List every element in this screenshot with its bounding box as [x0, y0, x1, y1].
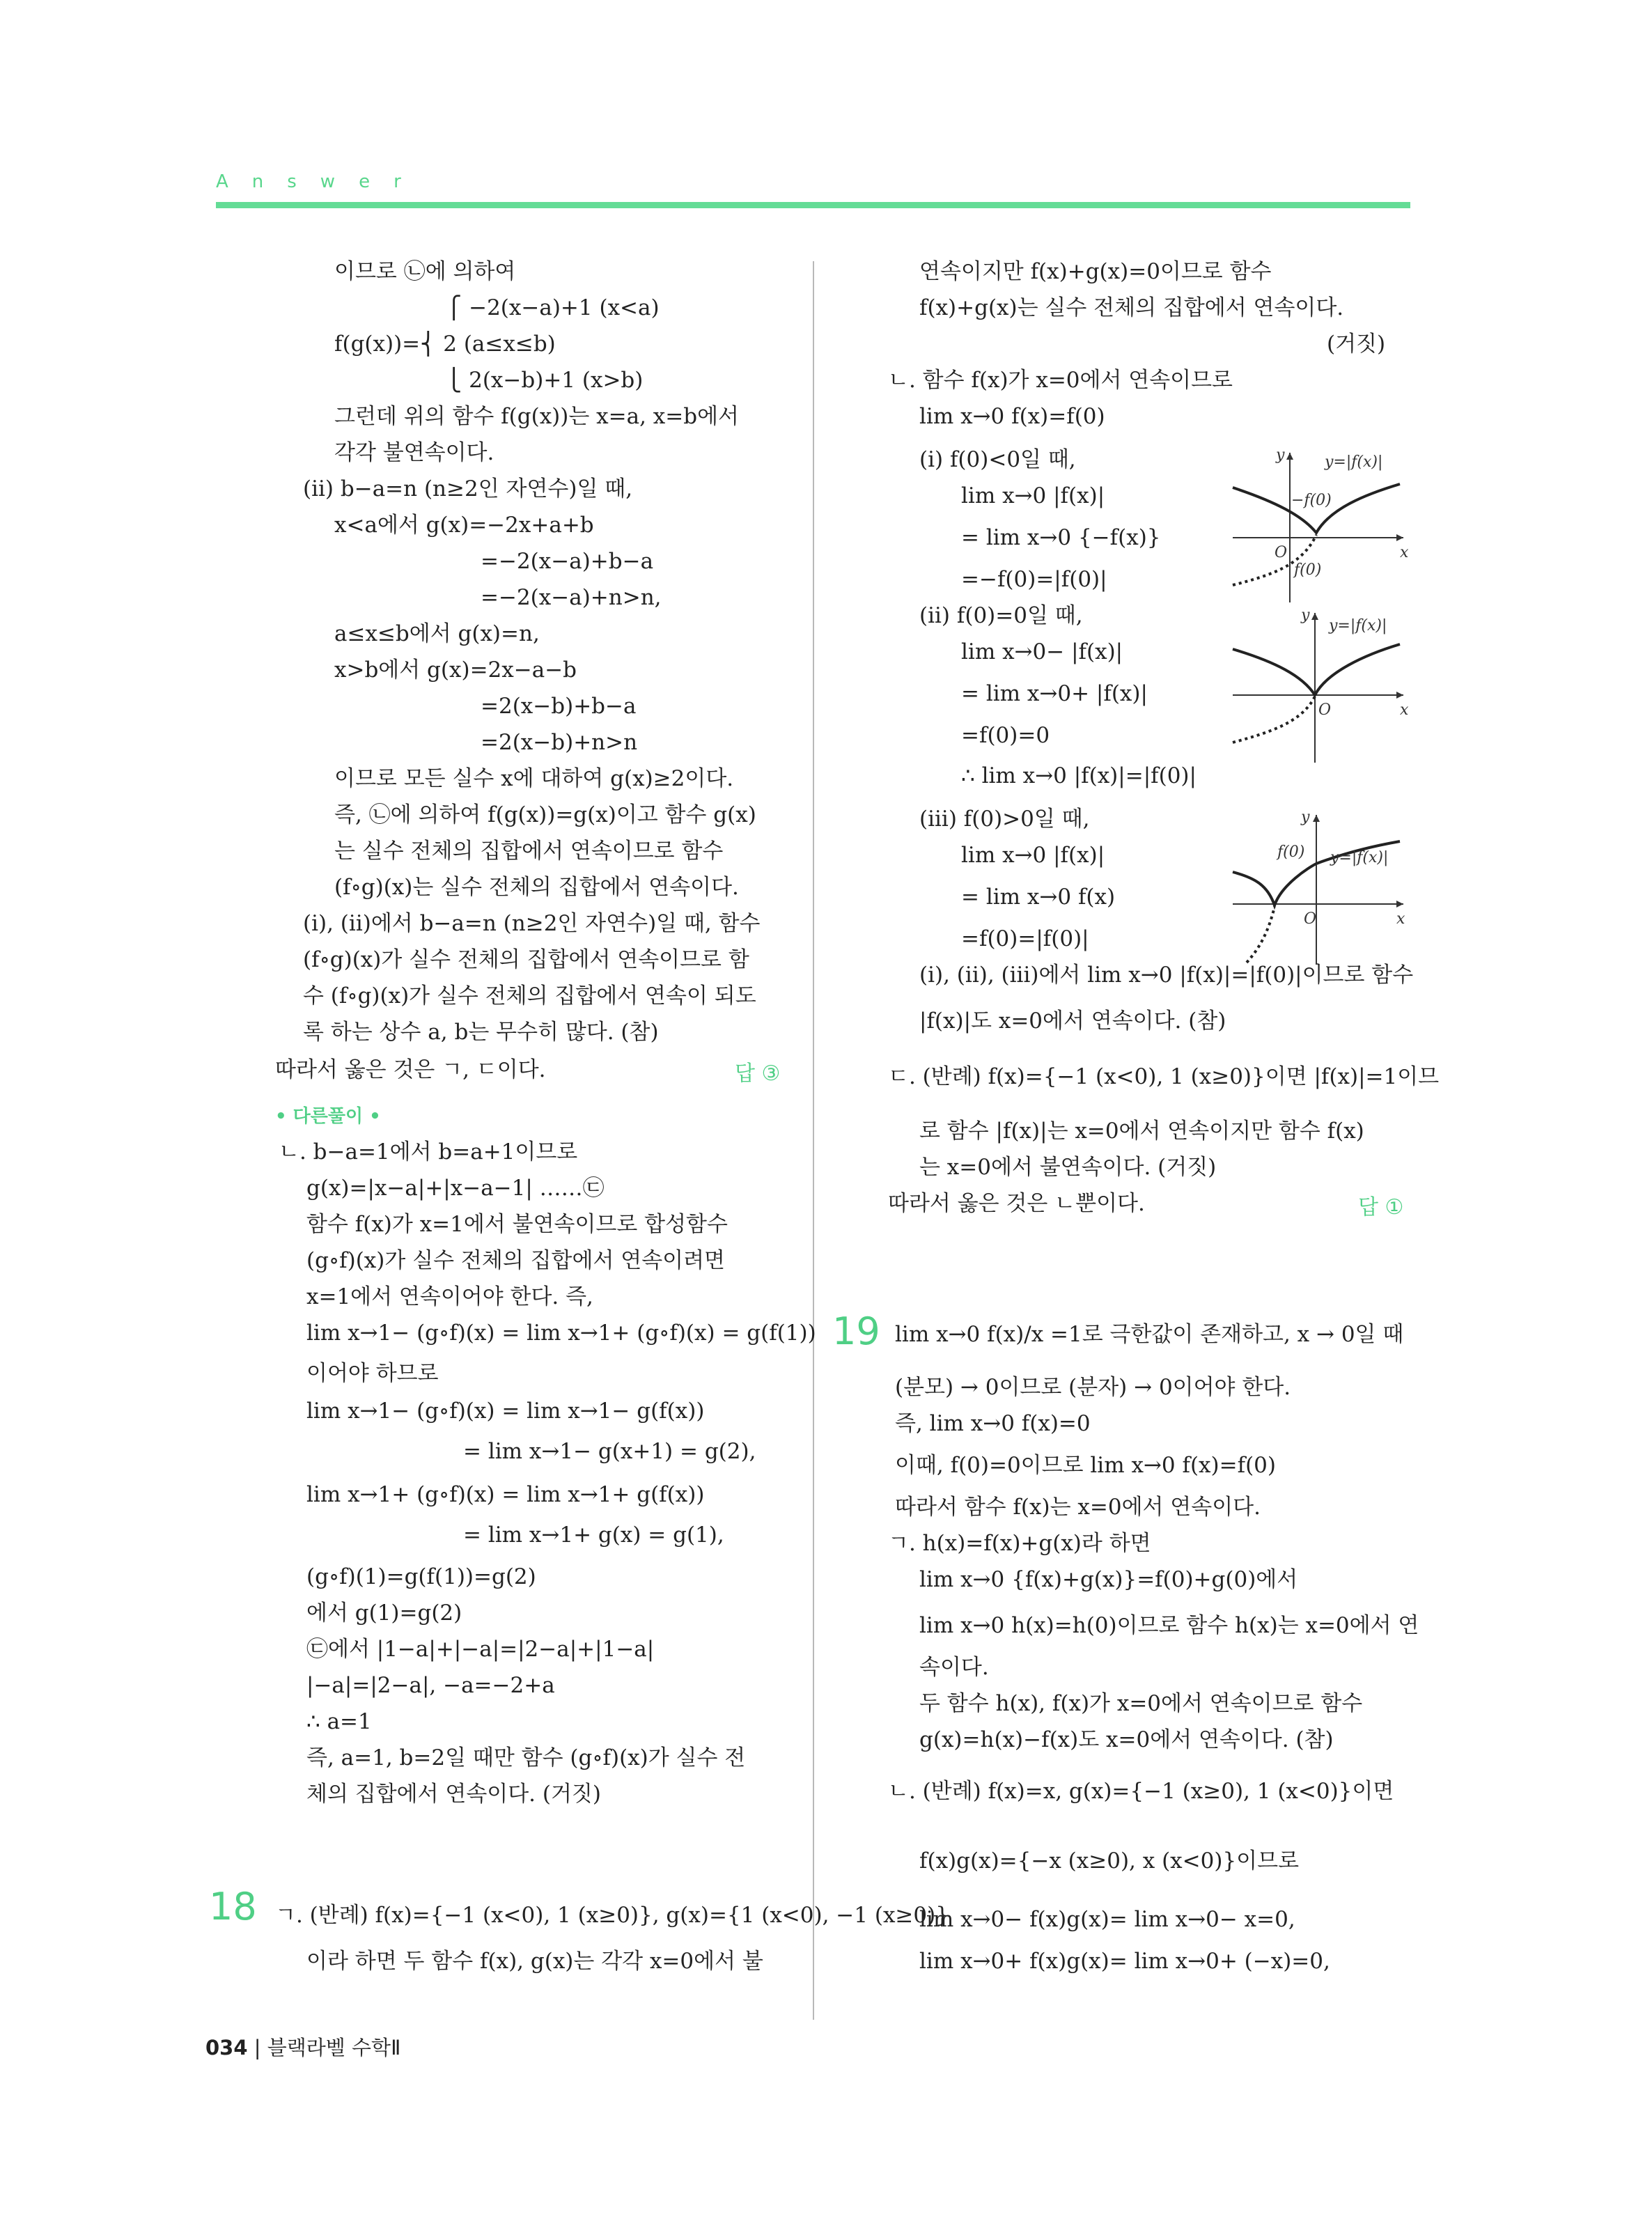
graph1-x-label: x	[1400, 544, 1409, 561]
text-line: =f(0)=|f(0)|	[961, 926, 1089, 951]
text-line: g(x)=|x−a|+|x−a−1| ……㉢	[306, 1176, 605, 1201]
text-line: ㄴ. (반례) f(x)=x, g(x)={−1 (x≥0), 1 (x<0)}이면	[888, 1779, 1394, 1804]
text-line: 로 함수 |f(x)|는 x=0에서 연속이지만 함수 f(x)	[919, 1119, 1364, 1144]
text-line: (i), (ii), (iii)에서 lim x→0 |f(x)|=|f(0)|이므로 함수	[919, 963, 1414, 988]
text-line: = lim x→0 f(x)	[961, 885, 1116, 910]
text-line: (분모) → 0이므로 (분자) → 0이어야 한다.	[895, 1375, 1291, 1400]
text-line: lim x→1− (g∘f)(x) = lim x→1+ (g∘f)(x) = g(f(1))	[306, 1321, 816, 1346]
column-divider	[813, 261, 814, 2020]
text-line: 즉, a=1, b=2일 때만 함수 (g∘f)(x)가 실수 전	[306, 1745, 746, 1770]
text-line: 속이다.	[919, 1655, 989, 1680]
text-line: 이어야 하므로	[306, 1361, 439, 1386]
graph3-x-label: x	[1396, 910, 1405, 928]
graph1-curve-label: y=|f(x)|	[1325, 453, 1383, 471]
graph3-origin-label: O	[1304, 910, 1317, 928]
problem-number-18: 18	[209, 1885, 257, 1929]
text-line: (i) f(0)<0일 때,	[919, 447, 1076, 472]
text-line: x<a에서 g(x)=−2x+a+b	[334, 513, 594, 538]
text-line: 는 x=0에서 불연속이다. (거짓)	[919, 1155, 1217, 1180]
text-line: 함수 f(x)가 x=1에서 불연속이므로 합성함수	[306, 1212, 728, 1237]
footer-separator: |	[254, 2036, 267, 2059]
text-line: lim x→0− f(x)g(x)= lim x→0− x=0,	[919, 1907, 1295, 1932]
page-number: 034	[205, 2036, 248, 2059]
text-line: lim x→0 |f(x)|	[961, 843, 1105, 868]
text-line: (f∘g)(x)는 실수 전체의 집합에서 연속이다.	[334, 875, 739, 900]
text-line: =−2(x−a)+b−a	[481, 549, 654, 574]
text-line: (i), (ii)에서 b−a=n (n≥2인 자연수)일 때, 함수	[303, 911, 761, 936]
text-line: ㄴ. 함수 f(x)가 x=0에서 연속이므로	[888, 368, 1233, 393]
text-line: lim x→0 f(x)/x =1로 극한값이 존재하고, x → 0일 때	[895, 1322, 1404, 1347]
answer-q18: 답 ①	[1358, 1195, 1404, 1220]
graph-case-negative	[1226, 446, 1407, 606]
text-line: (g∘f)(1)=g(f(1))=g(2)	[306, 1564, 536, 1589]
text-line: 이므로 ㉡에 의하여	[334, 259, 516, 284]
text-line: lim x→0 {f(x)+g(x)}=f(0)+g(0)에서	[919, 1567, 1298, 1592]
text-line: 수 (f∘g)(x)가 실수 전체의 집합에서 연속이 되도	[303, 983, 756, 1009]
graph1-neg-f0-label: −f(0)	[1291, 492, 1332, 509]
page-footer	[205, 2032, 400, 2061]
text-line: ㄷ. (반례) f(x)={−1 (x<0), 1 (x≥0)}이면 |f(x)|=1이므	[888, 1064, 1440, 1089]
graph1-f0-label: f(0)	[1294, 561, 1322, 579]
text-line: 이때, f(0)=0이므로 lim x→0 f(x)=f(0)	[895, 1453, 1276, 1478]
graph-case-positive	[1226, 808, 1407, 968]
text-line: = lim x→0+ |f(x)|	[961, 681, 1148, 706]
text-line: 에서 g(1)=g(2)	[306, 1601, 462, 1626]
text-line: |−a|=|2−a|, −a=−2+a	[306, 1673, 555, 1698]
text-line: (ii) f(0)=0일 때,	[919, 603, 1083, 628]
text-line: 그런데 위의 함수 f(g(x))는 x=a, x=b에서	[334, 404, 740, 429]
text-line: ㄴ. b−a=1에서 b=a+1이므로	[279, 1139, 578, 1165]
text-line: (거짓)	[1327, 332, 1386, 357]
text-line: |f(x)|도 x=0에서 연속이다. (참)	[919, 1009, 1226, 1034]
answer-q17: 답 ③	[735, 1061, 781, 1086]
text-line: 체의 집합에서 연속이다. (거짓)	[306, 1782, 601, 1807]
book-title: 블랙라벨 수학Ⅱ	[267, 2036, 401, 2059]
text-line: lim x→0 |f(x)|	[961, 483, 1105, 508]
text-line: ∴ a=1	[306, 1709, 372, 1734]
text-line: lim x→1+ (g∘f)(x) = lim x→1+ g(f(x))	[306, 1482, 705, 1507]
text-line: (iii) f(0)>0일 때,	[919, 807, 1090, 832]
alt-solution-label: • 다른풀이 •	[275, 1106, 381, 1127]
graph3-curve-label: y=|f(x)|	[1330, 849, 1389, 866]
text-line: =2(x−b)+b−a	[481, 694, 637, 719]
text-line: f(x)+g(x)는 실수 전체의 집합에서 연속이다.	[919, 295, 1344, 320]
text-line: 즉, ㉡에 의하여 f(g(x))=g(x)이고 함수 g(x)	[334, 802, 756, 827]
problem-number-19: 19	[832, 1309, 880, 1353]
text-line: 록 하는 상수 a, b는 무수히 많다. (참)	[303, 1020, 659, 1045]
text-line: ㄱ. (반례) f(x)={−1 (x<0), 1 (x≥0)}, g(x)={1 (x<0), −1 (x≥0)}	[275, 1903, 949, 1928]
text-line: lim x→0 f(x)=f(0)	[919, 404, 1105, 429]
text-line: a≤x≤b에서 g(x)=n,	[334, 621, 540, 646]
text-line: x=1에서 연속이어야 한다. 즉,	[306, 1284, 593, 1309]
text-line: (g∘f)(x)가 실수 전체의 집합에서 연속이려면	[306, 1248, 725, 1273]
text-line: ㉢에서 |1−a|+|−a|=|2−a|+|1−a|	[306, 1637, 655, 1662]
text-line: 이라 하면 두 함수 f(x), g(x)는 각각 x=0에서 불	[306, 1949, 763, 1974]
text-line: = lim x→1+ g(x) = g(1),	[463, 1523, 724, 1548]
section-header: Answer	[216, 171, 425, 192]
text-line: =f(0)=0	[961, 723, 1050, 748]
text-line: 각각 불연속이다.	[334, 440, 494, 465]
text-line: f(x)g(x)={−x (x≥0), x (x<0)}이므로	[919, 1848, 1300, 1874]
text-line: ⎩ 2(x−b)+1 (x>b)	[446, 368, 644, 393]
text-line: 두 함수 h(x), f(x)가 x=0에서 연속이므로 함수	[919, 1691, 1363, 1716]
graph2-y-label: y	[1301, 607, 1310, 624]
text-line: 는 실수 전체의 집합에서 연속이므로 함수	[334, 839, 724, 864]
graph2-curve-label: y=|f(x)|	[1329, 617, 1387, 634]
text-line: lim x→0+ f(x)g(x)= lim x→0+ (−x)=0,	[919, 1949, 1330, 1974]
text-line: = lim x→0 {−f(x)}	[961, 525, 1161, 550]
graph2-x-label: x	[1400, 701, 1409, 719]
graph-case-zero	[1226, 606, 1407, 766]
text-line: 따라서 함수 f(x)는 x=0에서 연속이다.	[895, 1495, 1261, 1520]
text-line: 즉, lim x→0 f(x)=0	[895, 1411, 1091, 1436]
text-line: 따라서 옳은 것은 ㄱ, ㄷ이다.	[275, 1057, 546, 1082]
text-line: (f∘g)(x)가 실수 전체의 집합에서 연속이므로 함	[303, 947, 749, 972]
text-line: lim x→1− (g∘f)(x) = lim x→1− g(f(x))	[306, 1399, 705, 1424]
graph3-y-label: y	[1301, 809, 1310, 826]
text-line: ∴ lim x→0 |f(x)|=|f(0)|	[961, 763, 1197, 788]
text-line: ㄱ. h(x)=f(x)+g(x)라 하면	[888, 1531, 1151, 1556]
text-line: 이므로 모든 실수 x에 대하여 g(x)≥2이다.	[334, 766, 734, 791]
text-line: =2(x−b)+n>n	[481, 730, 638, 755]
text-line: = lim x→1− g(x+1) = g(2),	[463, 1439, 756, 1464]
graph1-origin-label: O	[1275, 544, 1288, 561]
text-line: lim x→0 h(x)=h(0)이므로 함수 h(x)는 x=0에서 연	[919, 1613, 1419, 1638]
graph1-y-label: y	[1276, 446, 1285, 464]
text-line: 따라서 옳은 것은 ㄴ뿐이다.	[888, 1191, 1145, 1216]
text-line: lim x→0− |f(x)|	[961, 639, 1123, 664]
graph2-origin-label: O	[1318, 701, 1332, 719]
text-line: x>b에서 g(x)=2x−a−b	[334, 657, 577, 683]
text-line: =−f(0)=|f(0)|	[961, 567, 1107, 592]
text-line: f(g(x))=⎨ 2 (a≤x≤b)	[334, 332, 556, 357]
graph3-f0-label: f(0)	[1277, 843, 1305, 861]
header-rule	[216, 202, 1410, 208]
text-line: ⎧ −2(x−a)+1 (x<a)	[446, 295, 660, 320]
text-line: 연속이지만 f(x)+g(x)=0이므로 함수	[919, 259, 1272, 284]
text-line: g(x)=h(x)−f(x)도 x=0에서 연속이다. (참)	[919, 1727, 1334, 1752]
text-line: (ii) b−a=n (n≥2인 자연수)일 때,	[303, 476, 633, 501]
text-line: =−2(x−a)+n>n,	[481, 585, 662, 610]
